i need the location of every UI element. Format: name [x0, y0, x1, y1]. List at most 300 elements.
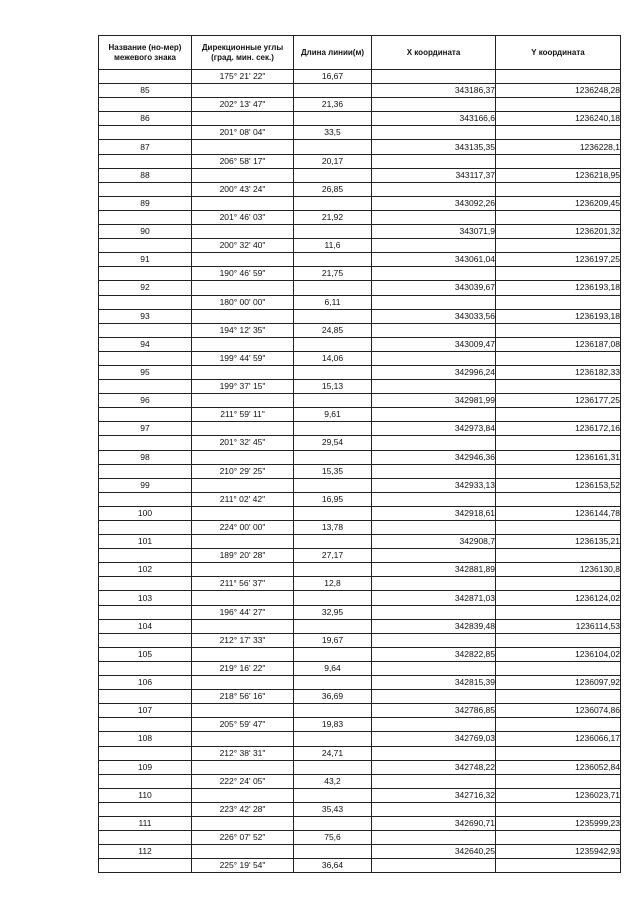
- point-name: [99, 690, 192, 704]
- line-length: [294, 140, 372, 154]
- x-coordinate: [372, 859, 496, 873]
- line-length: [294, 253, 372, 267]
- point-name: [99, 859, 192, 873]
- point-name: [99, 436, 192, 450]
- point-row: [99, 309, 621, 323]
- line-length: [294, 704, 372, 718]
- direction-angle: 199° 37' 15": [192, 380, 294, 394]
- direction-angle: [192, 732, 294, 746]
- x-coordinate: [372, 323, 496, 337]
- y-coordinate: 1236023,71: [496, 788, 621, 802]
- segment-row: [99, 267, 621, 281]
- line-length: [294, 365, 372, 379]
- x-coordinate: 342716,32: [372, 788, 496, 802]
- x-coordinate: 342933,13: [372, 478, 496, 492]
- x-coordinate: [372, 380, 496, 394]
- x-coordinate: 342839,48: [372, 619, 496, 633]
- direction-angle: [192, 281, 294, 295]
- segment-row: [99, 746, 621, 760]
- direction-angle: [192, 168, 294, 182]
- line-length: 75,6: [294, 831, 372, 845]
- direction-angle: [192, 225, 294, 239]
- direction-angle: 211° 56' 37": [192, 577, 294, 591]
- y-coordinate: [496, 267, 621, 281]
- x-coordinate: 342748,22: [372, 760, 496, 774]
- line-length: [294, 394, 372, 408]
- point-name: 109: [99, 760, 192, 774]
- segment-row: [99, 577, 621, 591]
- x-coordinate: 342822,85: [372, 647, 496, 661]
- y-coordinate: [496, 154, 621, 168]
- point-name: [99, 605, 192, 619]
- x-coordinate: [372, 267, 496, 281]
- line-length: [294, 647, 372, 661]
- x-coordinate: [372, 521, 496, 535]
- segment-row: [99, 633, 621, 647]
- segment-row: [99, 126, 621, 140]
- x-coordinate: [372, 408, 496, 422]
- y-coordinate: 1236182,33: [496, 365, 621, 379]
- y-coordinate: [496, 802, 621, 816]
- direction-angle: 200° 43' 24": [192, 182, 294, 196]
- x-coordinate: [372, 746, 496, 760]
- direction-angle: [192, 760, 294, 774]
- segment-row: [99, 492, 621, 506]
- direction-angle: [192, 591, 294, 605]
- y-coordinate: 1236240,18: [496, 112, 621, 126]
- x-coordinate: 342640,25: [372, 845, 496, 859]
- point-name: 103: [99, 591, 192, 605]
- line-length: 14,06: [294, 351, 372, 365]
- line-length: [294, 732, 372, 746]
- line-length: [294, 563, 372, 577]
- point-row: [99, 84, 621, 98]
- line-length: [294, 225, 372, 239]
- y-coordinate: [496, 351, 621, 365]
- x-coordinate: [372, 126, 496, 140]
- direction-angle: 206° 58' 17": [192, 154, 294, 168]
- point-name: [99, 408, 192, 422]
- direction-angle: 211° 02' 42": [192, 492, 294, 506]
- point-name: [99, 802, 192, 816]
- y-coordinate: [496, 577, 621, 591]
- x-coordinate: [372, 295, 496, 309]
- point-row: [99, 591, 621, 605]
- point-name: [99, 323, 192, 337]
- point-name: 112: [99, 845, 192, 859]
- point-row: [99, 112, 621, 126]
- line-length: [294, 84, 372, 98]
- y-coordinate: [496, 774, 621, 788]
- x-coordinate: [372, 98, 496, 112]
- point-row: [99, 732, 621, 746]
- y-coordinate: [496, 126, 621, 140]
- x-coordinate: [372, 549, 496, 563]
- segment-row: [99, 464, 621, 478]
- x-coordinate: [372, 633, 496, 647]
- direction-angle: [192, 704, 294, 718]
- point-row: [99, 337, 621, 351]
- point-name: [99, 492, 192, 506]
- direction-angle: 194° 12' 35": [192, 323, 294, 337]
- segment-row: [99, 436, 621, 450]
- direction-angle: 201° 46' 03": [192, 210, 294, 224]
- line-length: 36,69: [294, 690, 372, 704]
- line-length: 33,5: [294, 126, 372, 140]
- segment-row: [99, 605, 621, 619]
- y-coordinate: 1236104,02: [496, 647, 621, 661]
- x-coordinate: 343033,56: [372, 309, 496, 323]
- point-name: 91: [99, 253, 192, 267]
- point-row: [99, 253, 621, 267]
- y-coordinate: [496, 210, 621, 224]
- point-name: 107: [99, 704, 192, 718]
- y-coordinate: [496, 661, 621, 675]
- line-length: 24,71: [294, 746, 372, 760]
- point-name: 98: [99, 450, 192, 464]
- point-row: [99, 168, 621, 182]
- line-length: 29,54: [294, 436, 372, 450]
- x-coordinate: [372, 802, 496, 816]
- point-name: [99, 380, 192, 394]
- segment-row: [99, 210, 621, 224]
- line-length: 20,17: [294, 154, 372, 168]
- coordinates-table: [98, 35, 621, 873]
- line-length: 16,67: [294, 70, 372, 84]
- point-row: [99, 704, 621, 718]
- line-length: 9,64: [294, 661, 372, 675]
- segment-row: [99, 239, 621, 253]
- y-coordinate: 1236161,31: [496, 450, 621, 464]
- segment-row: [99, 718, 621, 732]
- line-length: 27,17: [294, 549, 372, 563]
- segment-row: [99, 831, 621, 845]
- direction-angle: 223° 42' 28": [192, 802, 294, 816]
- direction-angle: [192, 365, 294, 379]
- point-name: 94: [99, 337, 192, 351]
- y-coordinate: 1236124,02: [496, 591, 621, 605]
- line-length: [294, 535, 372, 549]
- x-coordinate: [372, 605, 496, 619]
- point-name: 104: [99, 619, 192, 633]
- x-coordinate: [372, 577, 496, 591]
- direction-angle: 212° 38' 31": [192, 746, 294, 760]
- point-row: [99, 365, 621, 379]
- direction-angle: 210° 29' 25": [192, 464, 294, 478]
- line-length: 36,64: [294, 859, 372, 873]
- x-coordinate: 343166,6: [372, 112, 496, 126]
- segment-row: [99, 98, 621, 112]
- direction-angle: [192, 788, 294, 802]
- direction-angle: 225° 19' 54": [192, 859, 294, 873]
- x-coordinate: 342871,03: [372, 591, 496, 605]
- y-coordinate: [496, 239, 621, 253]
- point-name: [99, 464, 192, 478]
- x-coordinate: 342996,24: [372, 365, 496, 379]
- y-coordinate: [496, 98, 621, 112]
- line-length: [294, 760, 372, 774]
- y-coordinate: [496, 408, 621, 422]
- y-coordinate: 1236074,86: [496, 704, 621, 718]
- x-coordinate: 343117,37: [372, 168, 496, 182]
- point-name: 110: [99, 788, 192, 802]
- direction-angle: 189° 20' 28": [192, 549, 294, 563]
- line-length: 21,36: [294, 98, 372, 112]
- x-coordinate: [372, 436, 496, 450]
- y-coordinate: 1236228,1: [496, 140, 621, 154]
- y-coordinate: [496, 521, 621, 535]
- direction-angle: 202° 13' 47": [192, 98, 294, 112]
- line-length: [294, 168, 372, 182]
- point-name: [99, 70, 192, 84]
- x-coordinate: 342918,61: [372, 506, 496, 520]
- point-name: [99, 182, 192, 196]
- y-coordinate: 1235942,93: [496, 845, 621, 859]
- line-length: 6,11: [294, 295, 372, 309]
- segment-row: [99, 182, 621, 196]
- direction-angle: [192, 816, 294, 830]
- line-length: 43,2: [294, 774, 372, 788]
- direction-angle: [192, 647, 294, 661]
- segment-row: [99, 774, 621, 788]
- point-row: [99, 563, 621, 577]
- x-coordinate: [372, 210, 496, 224]
- direction-angle: [192, 196, 294, 210]
- y-coordinate: 1236144,78: [496, 506, 621, 520]
- x-coordinate: [372, 464, 496, 478]
- segment-row: [99, 859, 621, 873]
- x-coordinate: [372, 492, 496, 506]
- point-row: [99, 196, 621, 210]
- y-coordinate: [496, 464, 621, 478]
- header-x: X координата: [372, 36, 496, 70]
- point-name: 86: [99, 112, 192, 126]
- direction-angle: [192, 140, 294, 154]
- line-length: [294, 845, 372, 859]
- line-length: 32,95: [294, 605, 372, 619]
- point-name: [99, 210, 192, 224]
- point-name: 85: [99, 84, 192, 98]
- y-coordinate: 1236114,53: [496, 619, 621, 633]
- segment-row: [99, 549, 621, 563]
- x-coordinate: 342769,03: [372, 732, 496, 746]
- direction-angle: 222° 24' 05": [192, 774, 294, 788]
- point-name: [99, 267, 192, 281]
- point-name: 100: [99, 506, 192, 520]
- point-name: 111: [99, 816, 192, 830]
- x-coordinate: [372, 182, 496, 196]
- point-row: [99, 140, 621, 154]
- point-name: 90: [99, 225, 192, 239]
- point-name: [99, 577, 192, 591]
- y-coordinate: 1236197,25: [496, 253, 621, 267]
- x-coordinate: [372, 831, 496, 845]
- direction-angle: 199° 44' 59": [192, 351, 294, 365]
- segment-row: [99, 70, 621, 84]
- y-coordinate: [496, 380, 621, 394]
- x-coordinate: 343092,26: [372, 196, 496, 210]
- segment-row: [99, 408, 621, 422]
- line-length: 16,95: [294, 492, 372, 506]
- point-name: 106: [99, 676, 192, 690]
- line-length: [294, 337, 372, 351]
- direction-angle: [192, 450, 294, 464]
- line-length: [294, 196, 372, 210]
- line-length: [294, 676, 372, 690]
- line-length: [294, 281, 372, 295]
- y-coordinate: [496, 295, 621, 309]
- x-coordinate: 342973,84: [372, 422, 496, 436]
- y-coordinate: [496, 492, 621, 506]
- point-name: 102: [99, 563, 192, 577]
- point-name: [99, 718, 192, 732]
- line-length: [294, 816, 372, 830]
- y-coordinate: [496, 633, 621, 647]
- y-coordinate: 1236130,8: [496, 563, 621, 577]
- line-length: [294, 309, 372, 323]
- point-row: [99, 422, 621, 436]
- x-coordinate: 343009,47: [372, 337, 496, 351]
- y-coordinate: 1235999,23: [496, 816, 621, 830]
- segment-row: [99, 323, 621, 337]
- x-coordinate: 342981,99: [372, 394, 496, 408]
- point-name: [99, 549, 192, 563]
- point-name: [99, 154, 192, 168]
- x-coordinate: 343135,35: [372, 140, 496, 154]
- line-length: 15,35: [294, 464, 372, 478]
- point-name: [99, 98, 192, 112]
- point-name: [99, 239, 192, 253]
- line-length: 19,67: [294, 633, 372, 647]
- y-coordinate: [496, 746, 621, 760]
- x-coordinate: 342881,89: [372, 563, 496, 577]
- point-name: 93: [99, 309, 192, 323]
- point-name: 96: [99, 394, 192, 408]
- table-body: [99, 70, 621, 873]
- point-name: 95: [99, 365, 192, 379]
- point-name: [99, 295, 192, 309]
- x-coordinate: 342946,36: [372, 450, 496, 464]
- line-length: 21,92: [294, 210, 372, 224]
- y-coordinate: [496, 690, 621, 704]
- direction-angle: [192, 619, 294, 633]
- y-coordinate: 1236209,45: [496, 196, 621, 210]
- point-row: [99, 535, 621, 549]
- direction-angle: [192, 422, 294, 436]
- line-length: [294, 478, 372, 492]
- point-name: 89: [99, 196, 192, 210]
- y-coordinate: 1236052,84: [496, 760, 621, 774]
- y-coordinate: 1236248,28: [496, 84, 621, 98]
- point-name: 87: [99, 140, 192, 154]
- x-coordinate: [372, 351, 496, 365]
- x-coordinate: 342690,71: [372, 816, 496, 830]
- y-coordinate: [496, 718, 621, 732]
- y-coordinate: [496, 549, 621, 563]
- point-name: [99, 661, 192, 675]
- line-length: 9,61: [294, 408, 372, 422]
- x-coordinate: 343071,9: [372, 225, 496, 239]
- segment-row: [99, 154, 621, 168]
- line-length: 11,6: [294, 239, 372, 253]
- direction-angle: [192, 676, 294, 690]
- point-row: [99, 394, 621, 408]
- x-coordinate: [372, 774, 496, 788]
- direction-angle: 212° 17' 33": [192, 633, 294, 647]
- point-name: 88: [99, 168, 192, 182]
- header-angle: Дирекционные углы (град. мин. сек.): [192, 36, 294, 70]
- point-name: [99, 774, 192, 788]
- header-y: Y координата: [496, 36, 621, 70]
- line-length: 12,8: [294, 577, 372, 591]
- line-length: 13,78: [294, 521, 372, 535]
- direction-angle: [192, 253, 294, 267]
- direction-angle: 224° 00' 00": [192, 521, 294, 535]
- y-coordinate: 1236201,32: [496, 225, 621, 239]
- y-coordinate: 1236066,17: [496, 732, 621, 746]
- point-name: 105: [99, 647, 192, 661]
- y-coordinate: 1236193,18: [496, 281, 621, 295]
- point-row: [99, 845, 621, 859]
- point-name: 108: [99, 732, 192, 746]
- line-length: [294, 506, 372, 520]
- direction-angle: 219° 16' 22": [192, 661, 294, 675]
- line-length: 19,83: [294, 718, 372, 732]
- y-coordinate: 1236153,52: [496, 478, 621, 492]
- point-name: [99, 633, 192, 647]
- point-name: [99, 746, 192, 760]
- y-coordinate: [496, 323, 621, 337]
- y-coordinate: [496, 605, 621, 619]
- x-coordinate: 342908,7: [372, 535, 496, 549]
- segment-row: [99, 380, 621, 394]
- line-length: [294, 591, 372, 605]
- header-length: Длина линии(м): [294, 36, 372, 70]
- direction-angle: 196° 44' 27": [192, 605, 294, 619]
- point-row: [99, 450, 621, 464]
- x-coordinate: [372, 718, 496, 732]
- x-coordinate: [372, 690, 496, 704]
- direction-angle: [192, 309, 294, 323]
- y-coordinate: 1236097,92: [496, 676, 621, 690]
- point-name: 99: [99, 478, 192, 492]
- point-name: 101: [99, 535, 192, 549]
- segment-row: [99, 521, 621, 535]
- line-length: [294, 619, 372, 633]
- x-coordinate: 342815,39: [372, 676, 496, 690]
- point-row: [99, 788, 621, 802]
- point-name: [99, 126, 192, 140]
- point-row: [99, 225, 621, 239]
- segment-row: [99, 690, 621, 704]
- line-length: [294, 422, 372, 436]
- line-length: [294, 112, 372, 126]
- segment-row: [99, 295, 621, 309]
- point-row: [99, 478, 621, 492]
- x-coordinate: [372, 70, 496, 84]
- line-length: 15,13: [294, 380, 372, 394]
- y-coordinate: [496, 70, 621, 84]
- direction-angle: [192, 84, 294, 98]
- y-coordinate: [496, 436, 621, 450]
- direction-angle: 226° 07' 52": [192, 831, 294, 845]
- x-coordinate: 343061,04: [372, 253, 496, 267]
- line-length: [294, 788, 372, 802]
- direction-angle: [192, 478, 294, 492]
- point-name: [99, 831, 192, 845]
- y-coordinate: 1236193,18: [496, 309, 621, 323]
- direction-angle: 218° 56' 16": [192, 690, 294, 704]
